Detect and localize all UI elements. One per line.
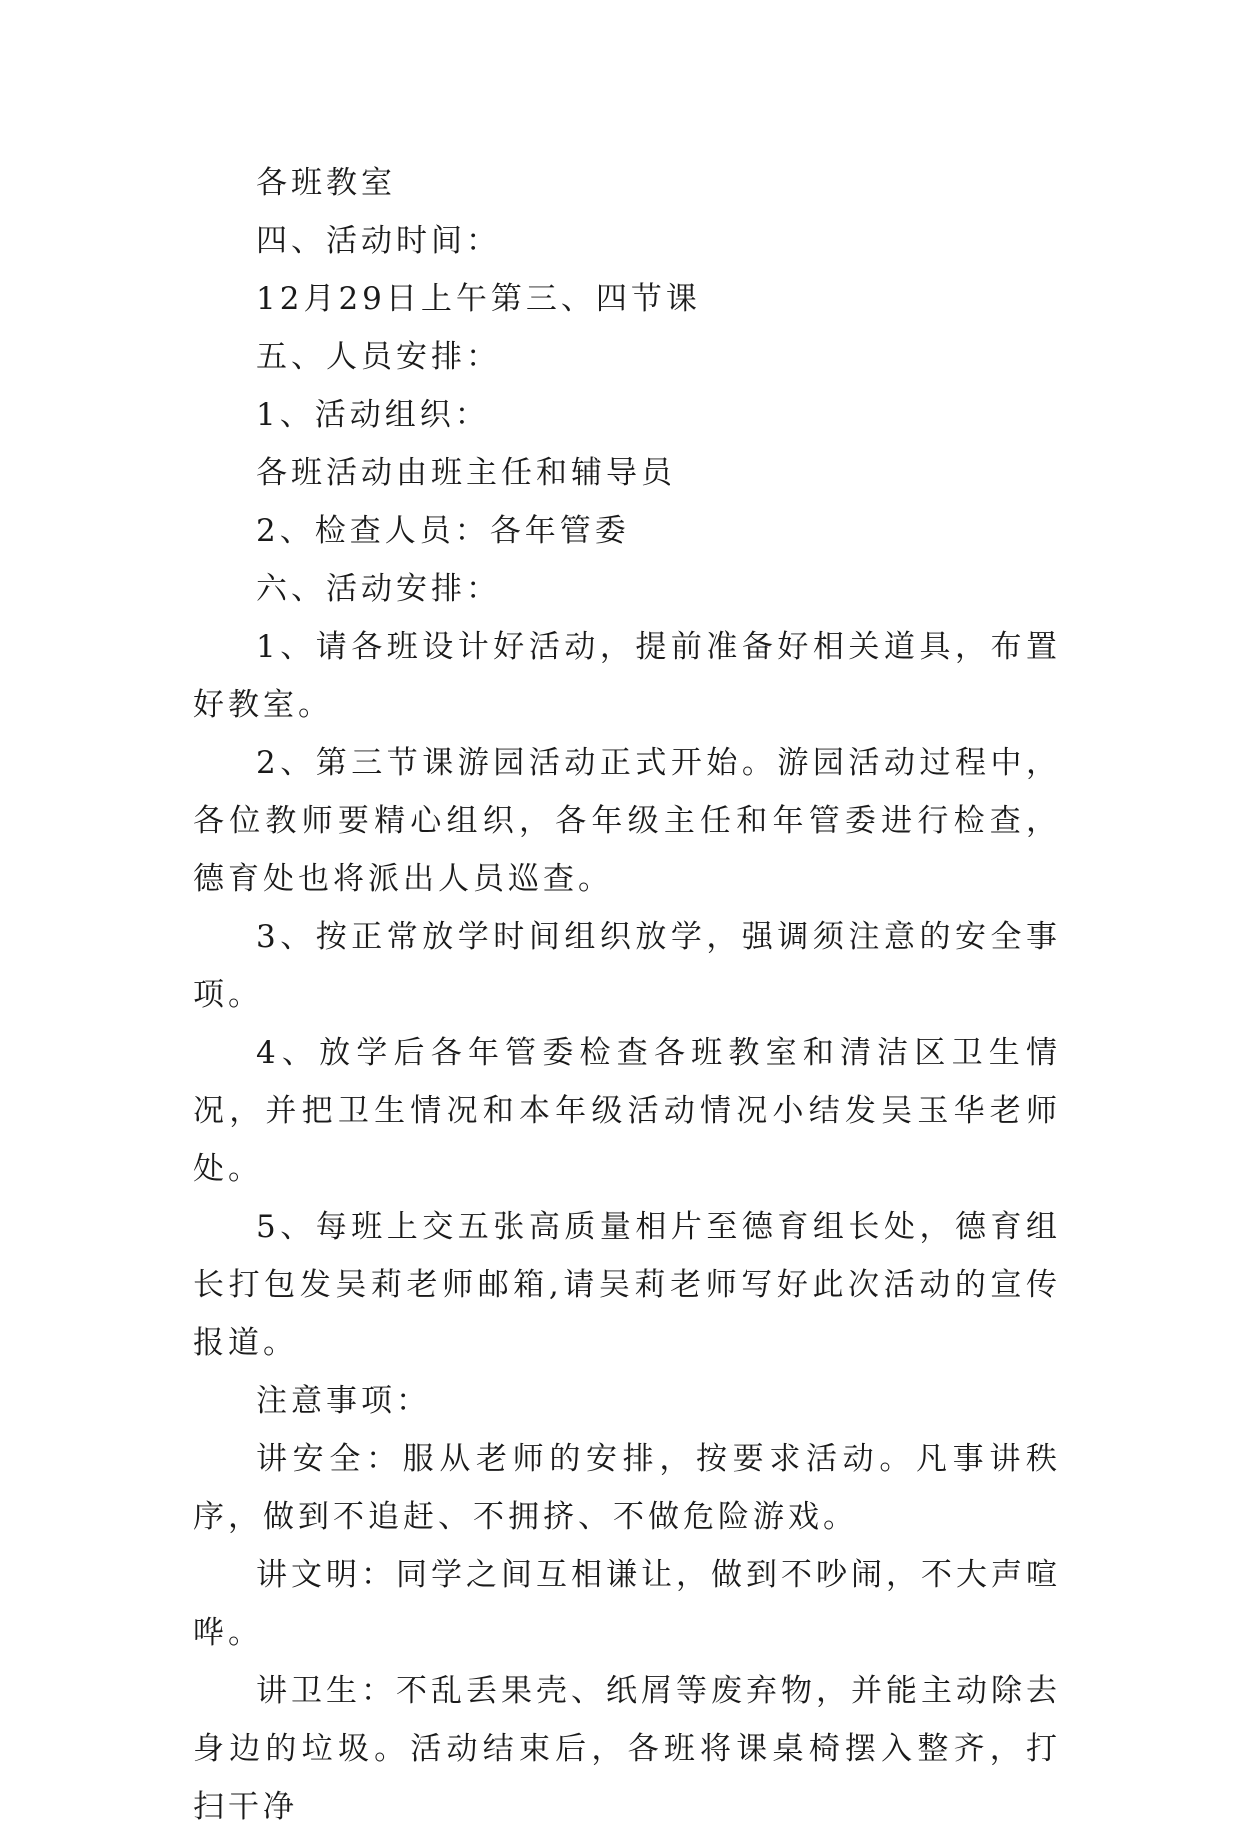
arrangement-item-4: 4、放学后各年管委检查各班教室和清洁区卫生情况，并把卫生情况和本年级活动情况小结发吴玉华老师处。 [193, 1035, 1061, 1187]
paragraph-inspectors: 2、检查人员：各年管委 [256, 513, 630, 549]
heading-notes: 注意事项： [256, 1383, 431, 1419]
document-body [193, 154, 1061, 1836]
note-hygiene: 讲卫生：不乱丢果壳、纸屑等废弃物，并能主动除去身边的垃圾。活动结束后，各班将课桌椅摆入整齐，打扫干净 [193, 1673, 1061, 1825]
arrangement-item-3: 3、按正常放学时间组织放学，强调须注意的安全事项。 [193, 919, 1061, 1013]
arrangement-item-2: 2、第三节课游园活动正式开始。游园活动过程中，各位教师要精心组织，各年级主任和年管委进行检查，德育处也将派出人员巡查。 [193, 745, 1061, 897]
arrangement-item-5: 5、每班上交五张高质量相片至德育组长处，德育组长打包发吴莉老师邮箱,请吴莉老师写好此次活动的宣传报道。 [193, 1209, 1061, 1361]
arrangement-item-1: 1、请各班设计好活动，提前准备好相关道具，布置好教室。 [193, 629, 1061, 723]
heading-staffing: 五、人员安排： [256, 339, 501, 375]
note-civility: 讲文明：同学之间互相谦让，做到不吵闹，不大声喧哗。 [193, 1557, 1061, 1651]
note-safety: 讲安全：服从老师的安排，按要求活动。凡事讲秩序，做到不追赶、不拥挤、不做危险游戏。 [193, 1441, 1061, 1535]
paragraph-organization: 各班活动由班主任和辅导员 [256, 455, 676, 491]
heading-arrangements: 六、活动安排： [256, 571, 501, 607]
subheading-organization: 1、活动组织： [256, 397, 490, 433]
paragraph-time: 12月29日上午第三、四节课 [256, 281, 701, 317]
heading-activity-time: 四、活动时间： [256, 223, 501, 259]
paragraph-location: 各班教室 [256, 165, 396, 201]
